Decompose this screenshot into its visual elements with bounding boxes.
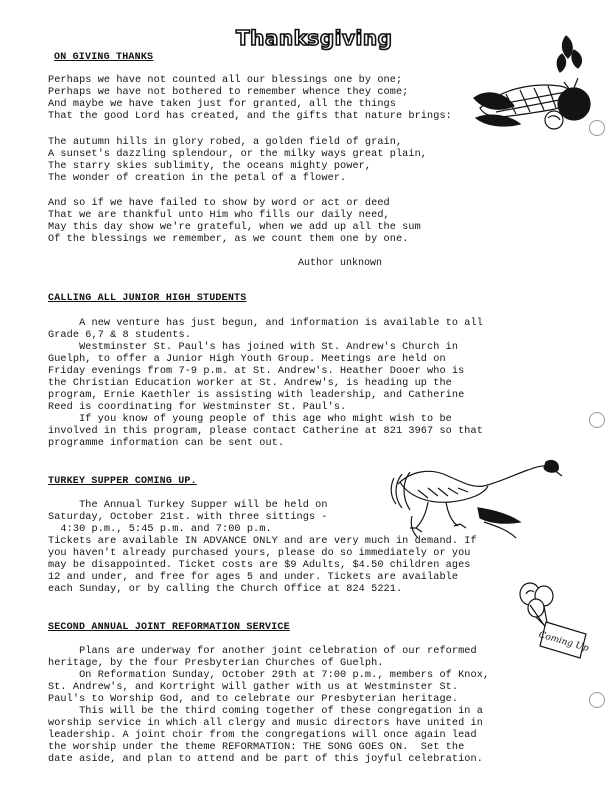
reformation-heading: SECOND ANNUAL JOINT REFORMATION SERVICE bbox=[48, 622, 290, 633]
page-title: Thanksgiving bbox=[236, 26, 393, 50]
junior-line: A new venture has just begun, and information is available to all bbox=[48, 318, 483, 329]
junior-heading: CALLING ALL JUNIOR HIGH STUDENTS bbox=[48, 293, 247, 304]
reformation-line: worship service in which all clergy and music directors have united in bbox=[48, 718, 483, 729]
poem-author: Author unknown bbox=[298, 258, 383, 269]
poem-line: That we are thankful unto Him who fills our daily need, bbox=[48, 210, 390, 221]
poem-line: And maybe we have taken just for granted, all the things bbox=[48, 99, 396, 110]
poem-line: May this day show we're grateful, when we add up all the sum bbox=[48, 222, 421, 233]
poem-line: That the good Lord has created, and the gifts that nature brings: bbox=[48, 111, 452, 122]
turkey-line: you haven't already purchased yours, please do so immediately or you bbox=[48, 548, 471, 559]
poem-heading: ON GIVING THANKS bbox=[54, 52, 154, 63]
turkey-line: The Annual Turkey Supper will be held on bbox=[48, 500, 328, 511]
reformation-line: leadership. A joint choir from the congregations will once again lead bbox=[48, 730, 477, 741]
turkey-line: Saturday, October 21st. with three sittings - bbox=[48, 512, 328, 523]
junior-line: programme information can be sent out. bbox=[48, 438, 285, 449]
poem-line: The wonder of creation in the petal of a flower. bbox=[48, 173, 347, 184]
turkey-line: 4:30 p.m., 5:45 p.m. and 7:00 p.m. bbox=[48, 524, 272, 535]
turkey-line: Tickets are available IN ADVANCE ONLY and are very much in demand. If bbox=[48, 536, 477, 547]
turkey-illustration bbox=[388, 452, 564, 546]
junior-line: Westminster St. Paul's has joined with St. Andrew's Church in bbox=[48, 342, 459, 353]
junior-line: If you know of young people of this age who might wish to be bbox=[48, 414, 452, 425]
poem-line: The starry skies sublimity, the oceans mighty power, bbox=[48, 161, 372, 172]
reformation-line: This will be the third coming together of these congregation in a bbox=[48, 706, 483, 717]
junior-line: the Christian Education worker at St. Andrew's, is heading up the bbox=[48, 378, 452, 389]
reformation-line: heritage, by the four Presbyterian Churches of Guelph. bbox=[48, 658, 384, 669]
poem-line: Perhaps we have not counted all our blessings one by one; bbox=[48, 75, 403, 86]
junior-line: involved in this program, please contact Catherine at 821 3967 so that bbox=[48, 426, 483, 437]
reformation-line: St. Andrew's, and Kortright will gather with us at Westminster St. bbox=[48, 682, 459, 693]
reformation-line: date aside, and plan to attend and be part of this joyful celebration. bbox=[48, 754, 483, 765]
junior-line: Grade 6,7 & 8 students. bbox=[48, 330, 191, 341]
reformation-line: the worship under the theme REFORMATION: THE SONG GOES ON. Set the bbox=[48, 742, 465, 753]
coming-up-sign-text: Coming Up bbox=[537, 630, 590, 654]
poem-line: And so if we have failed to show by word or act or deed bbox=[48, 198, 390, 209]
coming-up-balloons-illustration bbox=[516, 582, 592, 660]
reformation-line: Plans are underway for another joint celebration of our reformed bbox=[48, 646, 477, 657]
junior-line: Reed is coordinating for Westminster St. Paul's. bbox=[48, 402, 347, 413]
poem-line: Perhaps we have not bothered to remember whence they come; bbox=[48, 87, 409, 98]
junior-line: program, Ernie Kaethler is assisting with leadership, and Catherine bbox=[48, 390, 465, 401]
binder-hole bbox=[589, 692, 605, 708]
poem-line: The autumn hills in glory robed, a golden field of grain, bbox=[48, 137, 403, 148]
reformation-line: On Reformation Sunday, October 29th at 7:00 p.m., members of Knox, bbox=[48, 670, 490, 681]
turkey-heading: TURKEY SUPPER COMING UP. bbox=[48, 476, 197, 487]
poem-line: Of the blessings we remember, as we count them one by one. bbox=[48, 234, 409, 245]
binder-hole bbox=[589, 412, 605, 428]
poem-line: A sunset's dazzling splendour, or the milky ways great plain, bbox=[48, 149, 428, 160]
turkey-line: 12 and under, and free for ages 5 and under. Tickets are available bbox=[48, 572, 459, 583]
reformation-line: Paul's to Worship God, and to celebrate our Presbyterian heritage. bbox=[48, 694, 459, 705]
junior-line: Friday evenings from 7-9 p.m. at St. Andrew's. Heather Dooer who is bbox=[48, 366, 465, 377]
junior-line: Guelph, to offer a Junior High Youth Group. Meetings are held on bbox=[48, 354, 446, 365]
turkey-line: each Sunday, or by calling the Church Office at 824 5221. bbox=[48, 584, 403, 595]
harvest-corn-illustration bbox=[470, 28, 594, 134]
turkey-line: may be disappointed. Ticket costs are $9 Adults, $4.50 children ages bbox=[48, 560, 471, 571]
